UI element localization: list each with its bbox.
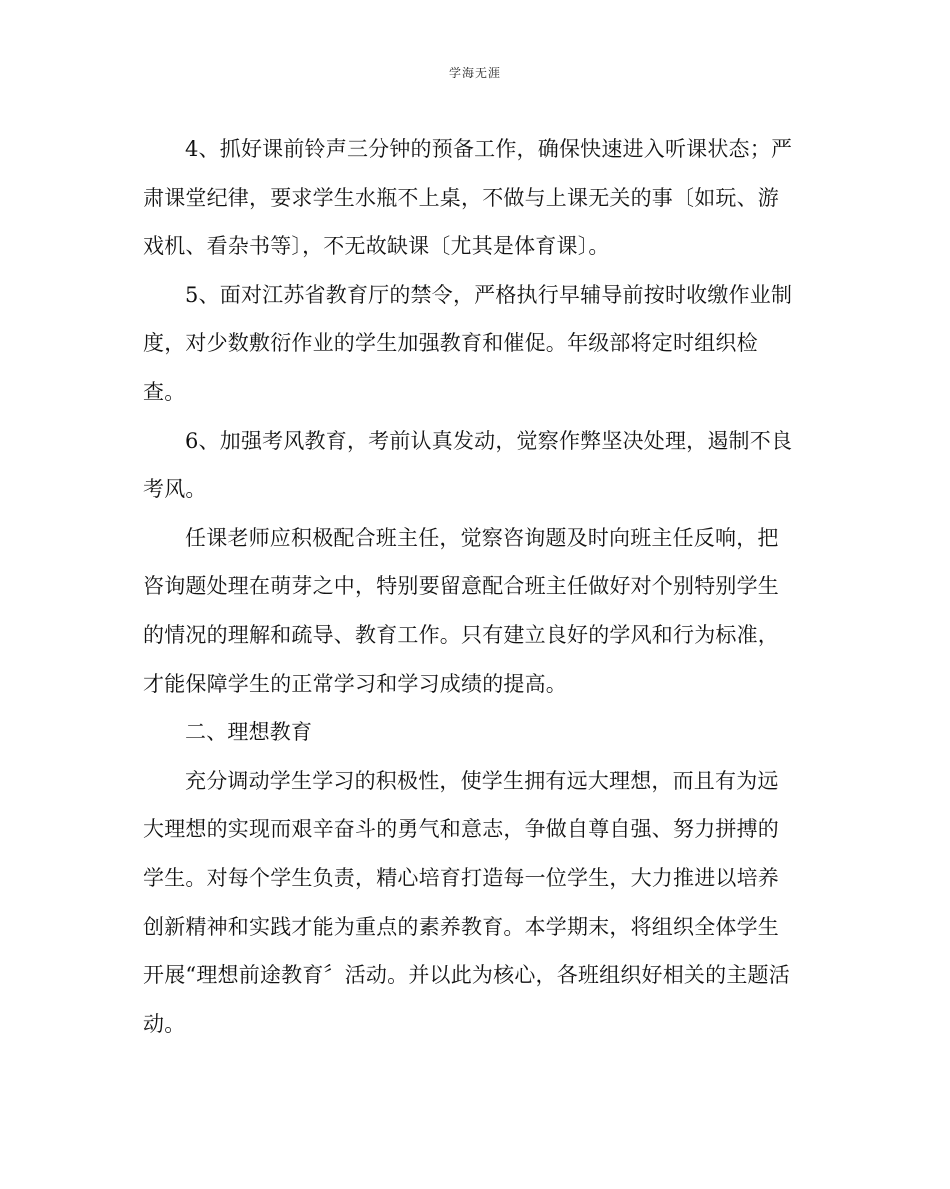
- text-line: 任课老师应积极配合班主任，觉察咨询题及时向班主任反响，把: [185, 525, 779, 550]
- text-line: 的情况的理解和疏导、教育工作。只有建立良好的学风和行为标准，: [143, 622, 779, 647]
- text-line: 动。: [143, 1011, 186, 1036]
- text-line: 学生。对每个学生负责，精心培育打造每一位学生，大力推进以培养: [143, 865, 779, 890]
- paragraph-ideal-education: [143, 757, 811, 1049]
- paragraph-item-4: [143, 125, 811, 271]
- text-line: 大理想的实现而艰辛奋斗的勇气和意志，争做自尊自强、努力拼搏的: [143, 817, 779, 842]
- text-line: 4、抓好课前铃声三分钟的预备工作，确保快速进入听课状态；严: [185, 137, 793, 161]
- paragraph-item-5: [143, 271, 811, 417]
- text-line: 度，对少数敷衍作业的学生加强教育和催促。年级部将定时组织检: [143, 331, 758, 356]
- paragraph-teachers: [143, 514, 811, 708]
- document-body: [143, 125, 811, 1048]
- page-header: 学海无涯: [448, 66, 501, 80]
- text-line: 考风。: [143, 477, 207, 502]
- text-line: 戏机、看杂书等〕，不无故缺课〔尤其是体育课〕。: [143, 234, 610, 259]
- text-line: 查。: [143, 379, 186, 404]
- text-line: 肃课堂纪律，要求学生水瓶不上桌，不做与上课无关的事〔如玩、游: [143, 185, 779, 210]
- text-line: 才能保障学生的正常学习和学习成绩的提高。: [143, 671, 567, 696]
- section-heading-ideal-education: [143, 708, 811, 757]
- text-line: 咨询题处理在萌芽之中，特别要留意配合班主任做好对个别特别学生: [143, 574, 779, 599]
- text-line: 6、加强考风教育，考前认真发动，觉察作弊坚决处理，遏制不良: [185, 428, 793, 453]
- text-line: 开展“理想前途教育〞活动。并以此为核心，各班组织好相关的主题活: [143, 963, 790, 988]
- text-line: 创新精神和实践才能为重点的素养教育。本学期末，将组织全体学生: [143, 914, 779, 939]
- text-line: 5、面对江苏省教育厅的禁令，严格执行早辅导前按时收缴作业制: [185, 282, 793, 307]
- text-line: 二、理想教育: [185, 720, 313, 745]
- text-line: 充分调动学生学习的积极性，使学生拥有远大理想，而且有为远: [185, 768, 779, 793]
- paragraph-item-6: [143, 417, 811, 514]
